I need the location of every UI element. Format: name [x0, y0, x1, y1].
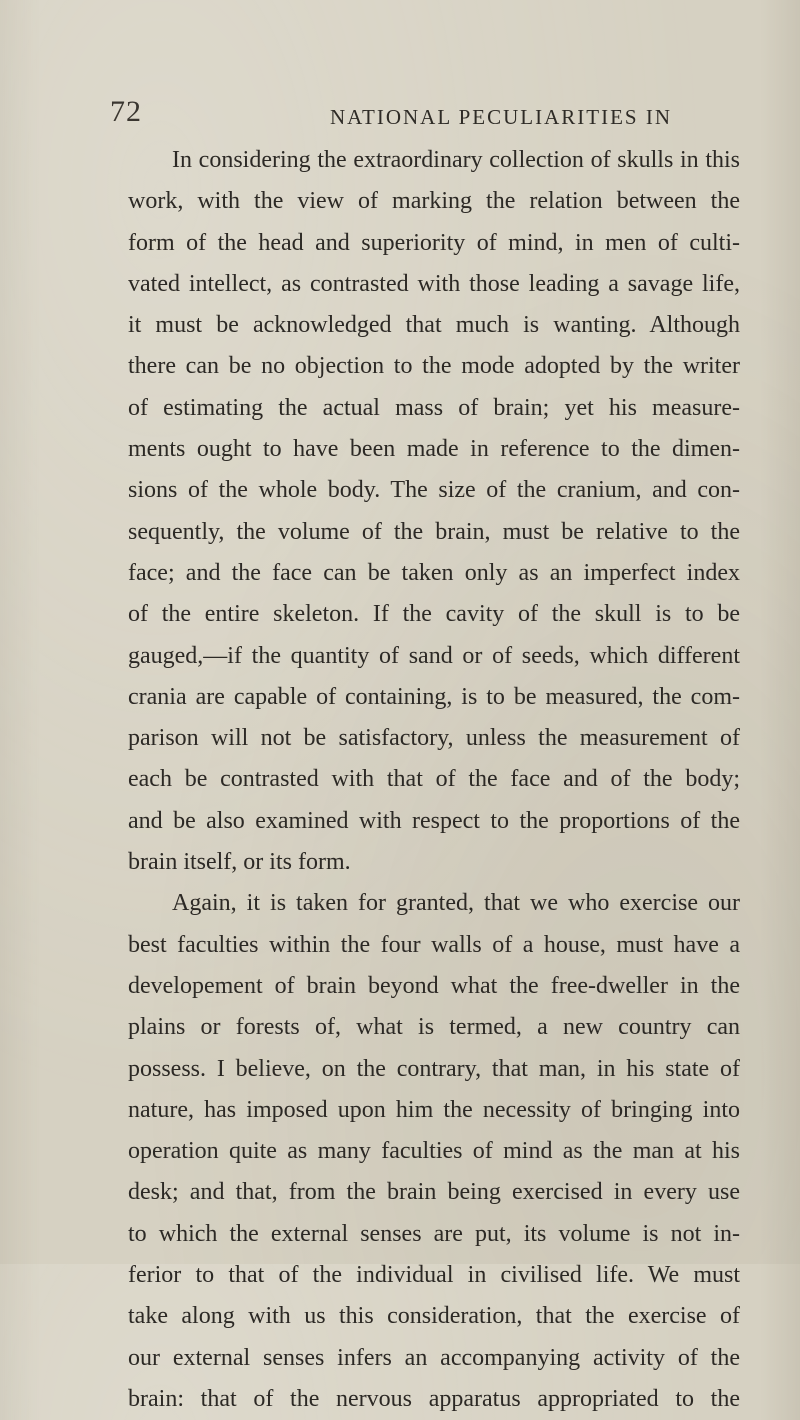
text-line: brain: that of the nervous apparatus appropriated to the: [128, 1385, 740, 1412]
text-line: brain itself, or its form.: [128, 849, 351, 876]
text-line: possess. I believe, on the contrary, that man, in his state of: [128, 1055, 740, 1082]
text-line: sions of the whole body. The size of the cranium, and con-: [128, 477, 740, 504]
text-line: it must be acknowledged that much is wanting. Although: [128, 312, 740, 339]
header-title: NATIONAL PECULIARITIES IN: [330, 105, 673, 129]
text-line: and be also examined with respect to the proportions of the: [128, 807, 740, 834]
text-line: vated intellect, as contrasted with those leading a savage life,: [128, 270, 740, 297]
text-line: of estimating the actual mass of brain; yet his measure-: [128, 394, 740, 421]
text-line: gauged,—if the quantity of sand or of seeds, which different: [128, 642, 740, 669]
text-line: nature, has imposed upon him the necessity of bringing into: [128, 1096, 740, 1123]
text-line: crania are capable of containing, is to be measured, the com-: [128, 683, 740, 710]
text-line: take along with us this consideration, that the exercise of: [128, 1303, 740, 1330]
body-text: [128, 140, 740, 1420]
text-line: form of the head and superiority of mind, in men of culti-: [128, 229, 740, 256]
text-line: each be contrasted with that of the face and of the body;: [128, 766, 740, 793]
text-line: developement of brain beyond what the free-dweller in the: [128, 972, 740, 999]
text-line: of the entire skeleton. If the cavity of the skull is to be: [128, 601, 740, 628]
text-line: plains or forests of, what is termed, a new country can: [128, 1014, 740, 1041]
text-line: parison will not be satisfactory, unless the measurement of: [128, 725, 740, 752]
text-line: In considering the extraordinary collection of skulls in this: [172, 147, 740, 173]
page-number: 72: [110, 95, 142, 128]
text-line: sequently, the volume of the brain, must be relative to the: [128, 518, 740, 545]
text-line: face; and the face can be taken only as an imperfect index: [128, 559, 740, 586]
text-line: desk; and that, from the brain being exercised in every use: [128, 1179, 740, 1206]
text-line: work, with the view of marking the relation between the: [128, 188, 740, 215]
text-line: best faculties within the four walls of a house, must have a: [128, 931, 740, 958]
text-line: to which the external senses are put, its volume is not in-: [128, 1220, 740, 1247]
running-head: [110, 95, 750, 135]
text-line: our external senses infers an accompanying activity of the: [128, 1344, 740, 1371]
text-line: there can be no objection to the mode adopted by the writer: [128, 353, 740, 380]
text-line: ferior to that of the individual in civilised life. We must: [128, 1262, 740, 1289]
text-line: operation quite as many faculties of mind as the man at his: [128, 1138, 740, 1165]
text-line: ments ought to have been made in reference to the dimen-: [128, 436, 740, 463]
text-line: Again, it is taken for granted, that we who exercise our: [172, 890, 740, 917]
